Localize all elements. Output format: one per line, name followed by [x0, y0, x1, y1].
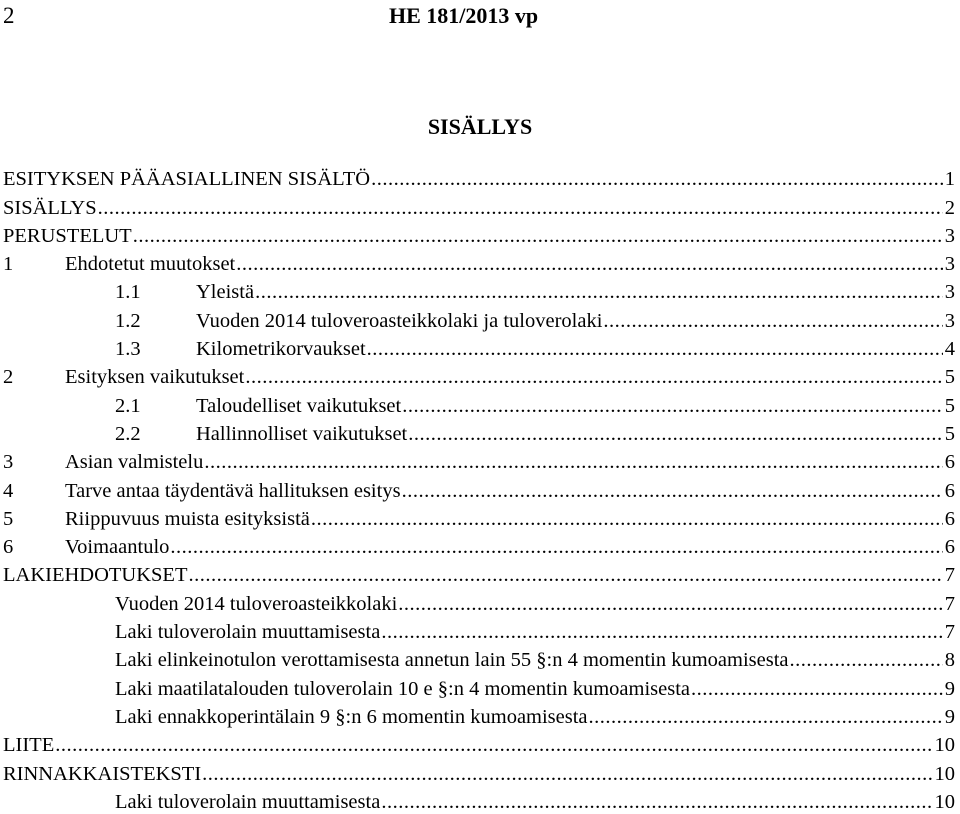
- page-header: [0, 0, 960, 34]
- toc-entry[interactable]: [0, 644, 955, 672]
- toc-entry-page: 7: [944, 592, 955, 615]
- toc-entry-page: 9: [944, 677, 955, 700]
- toc-leader-dots: [255, 280, 943, 304]
- toc-entry-title: Ehdotetut muutokset: [65, 253, 236, 276]
- toc-entry-title: Hallinnolliset vaikutukset: [196, 422, 408, 445]
- toc-entry-title: Laki maatilatalouden tuloverolain 10 e §:n 4 momentin kumoamisesta: [115, 677, 691, 700]
- toc-entry-title: Vuoden 2014 tuloveroasteikkolaki: [115, 592, 398, 615]
- toc-entry-page: 7: [944, 621, 955, 644]
- toc-entry-page: 6: [944, 479, 955, 502]
- toc-entry-page: 5: [944, 394, 955, 417]
- toc-entry-page: 6: [944, 451, 955, 474]
- toc-entry-number: 4: [3, 479, 14, 502]
- toc-leader-dots: [381, 790, 932, 814]
- toc-entry[interactable]: [0, 163, 955, 191]
- toc-entry[interactable]: [0, 786, 955, 814]
- toc-entry[interactable]: [0, 248, 955, 276]
- toc-entry-page: 3: [944, 281, 955, 304]
- toc-entry-number: 2.2: [115, 422, 141, 445]
- toc-entry-title: Riippuvuus muista esityksistä: [65, 507, 310, 530]
- toc-entry-number: 5: [3, 507, 14, 530]
- toc-entry-page: 3: [944, 309, 955, 332]
- toc-entry-title: PERUSTELUT: [3, 224, 132, 247]
- toc-leader-dots: [691, 677, 943, 701]
- toc-entry-page: 5: [944, 422, 955, 445]
- toc-entry-title: Taloudelliset vaikutukset: [196, 394, 402, 417]
- toc-entry[interactable]: [0, 616, 955, 644]
- toc-entry-page: 9: [944, 705, 955, 728]
- toc-leader-dots: [188, 563, 942, 587]
- toc-entry-title: Vuoden 2014 tuloveroasteikkolaki ja tuloverolaki: [196, 309, 603, 332]
- toc-entry-page: 10: [934, 790, 955, 813]
- toc-entry-title: SISÄLLYS: [3, 196, 97, 219]
- toc-entry[interactable]: [0, 587, 955, 615]
- toc-entry[interactable]: [0, 220, 955, 248]
- toc-entry-title: Esityksen vaikutukset: [65, 366, 245, 389]
- toc-entry-number: 1: [3, 253, 14, 276]
- toc-entry-page: 6: [944, 536, 955, 559]
- toc-entry-number: 1.1: [115, 281, 141, 304]
- toc-leader-dots: [371, 167, 943, 191]
- toc-entry-page: 5: [944, 366, 955, 389]
- toc-leader-dots: [367, 337, 943, 361]
- toc-entry[interactable]: [0, 701, 955, 729]
- toc-entry-title: ESITYKSEN PÄÄASIALLINEN SISÄLTÖ: [3, 168, 371, 191]
- toc-entry-page: 2: [944, 196, 955, 219]
- toc-entry[interactable]: [0, 503, 955, 531]
- toc-entry-page: 10: [934, 734, 955, 757]
- toc-leader-dots: [170, 535, 942, 559]
- toc-entry[interactable]: [0, 276, 955, 304]
- toc-entry-page: 10: [934, 762, 955, 785]
- toc-leader-dots: [204, 450, 942, 474]
- toc-leader-dots: [202, 762, 932, 786]
- toc-entry-title: Laki tuloverolain muuttamisesta: [115, 790, 381, 813]
- page-number: 2: [3, 3, 15, 28]
- toc-title: SISÄLLYS: [427, 114, 533, 139]
- toc-entry[interactable]: [0, 389, 955, 417]
- toc-entry-page: 3: [944, 253, 955, 276]
- toc-entry-page: 7: [944, 564, 955, 587]
- toc-entry-title: Yleistä: [196, 281, 255, 304]
- toc-entry-page: 8: [944, 649, 955, 672]
- toc-entry-number: 1.3: [115, 338, 141, 361]
- toc-leader-dots: [133, 224, 943, 248]
- toc-entry-number: 6: [3, 536, 14, 559]
- toc-entry-page: 1: [944, 168, 955, 191]
- toc-entry-title: LAKIEHDOTUKSET: [3, 564, 188, 587]
- toc-entry[interactable]: [0, 333, 955, 361]
- toc-entry-title: RINNAKKAISTEKSTI: [3, 762, 202, 785]
- toc-leader-dots: [408, 422, 943, 446]
- toc-leader-dots: [98, 196, 943, 220]
- toc-entry-number: 3: [3, 451, 14, 474]
- toc-leader-dots: [589, 705, 943, 729]
- toc-leader-dots: [603, 309, 942, 333]
- toc-entry[interactable]: [0, 191, 955, 219]
- toc-entry[interactable]: [0, 446, 955, 474]
- toc-leader-dots: [402, 479, 943, 503]
- toc-entry[interactable]: [0, 672, 955, 700]
- toc-entry[interactable]: [0, 559, 955, 587]
- toc-entry[interactable]: [0, 531, 955, 559]
- toc-entry[interactable]: [0, 361, 955, 389]
- toc-entry[interactable]: [0, 757, 955, 785]
- toc-leader-dots: [236, 252, 943, 276]
- toc-leader-dots: [402, 394, 943, 418]
- toc-entry-title: Laki elinkeinotulon verottamisesta annetun lain 55 §:n 4 momentin kumoamisesta: [115, 649, 789, 672]
- toc-entry-number: 1.2: [115, 309, 141, 332]
- toc-entry-title: Asian valmistelu: [65, 451, 204, 474]
- toc-entry-title: LIITE: [3, 734, 55, 757]
- toc-entry-title: Laki ennakkoperintälain 9 §:n 6 momentin kumoamisesta: [115, 705, 588, 728]
- toc-entry[interactable]: [0, 729, 955, 757]
- toc-entry[interactable]: [0, 304, 955, 332]
- toc-entry[interactable]: [0, 474, 955, 502]
- toc-leader-dots: [245, 365, 942, 389]
- toc-leader-dots: [311, 507, 943, 531]
- toc-leader-dots: [790, 648, 943, 672]
- toc-leader-dots: [381, 620, 942, 644]
- toc-entry-page: 4: [944, 338, 955, 361]
- toc-leader-dots: [55, 733, 932, 757]
- toc-entry-number: 2.1: [115, 394, 141, 417]
- toc-entry-number: 2: [3, 366, 14, 389]
- toc-entry-title: Voimaantulo: [65, 536, 170, 559]
- toc-entry[interactable]: [0, 418, 955, 446]
- toc-entry-page: 6: [944, 507, 955, 530]
- toc-entry-title: Laki tuloverolain muuttamisesta: [115, 621, 381, 644]
- toc-entry-page: 3: [944, 224, 955, 247]
- toc-entry-title: Tarve antaa täydentävä hallituksen esitys: [65, 479, 401, 502]
- document-id: HE 181/2013 vp: [389, 3, 539, 28]
- toc-entry-title: Kilometrikorvaukset: [196, 338, 366, 361]
- toc-leader-dots: [398, 592, 942, 616]
- table-of-contents: [0, 163, 955, 814]
